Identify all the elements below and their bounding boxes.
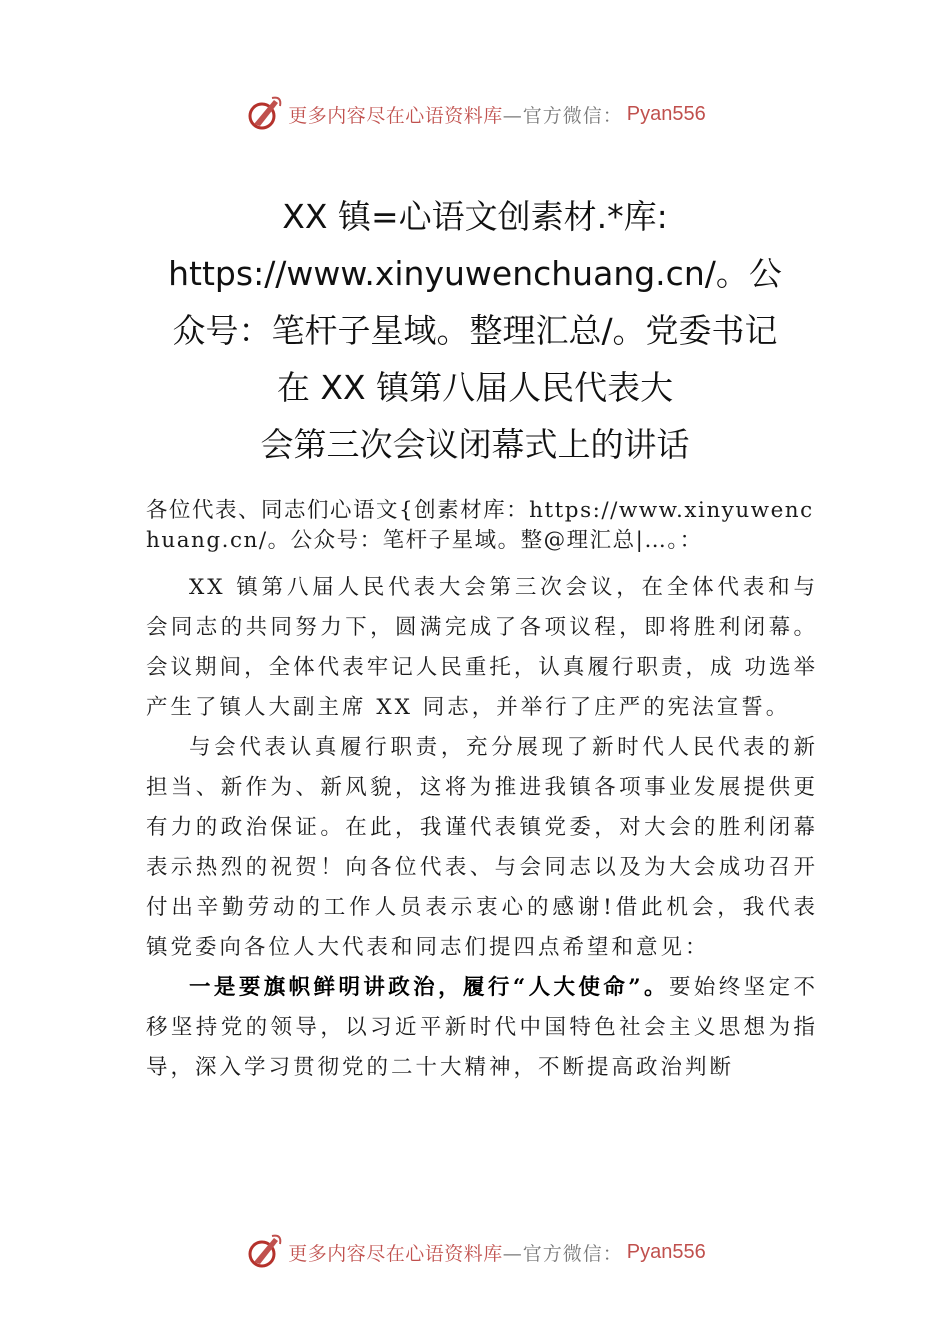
title-line: 在 XX 镇第八届人民代表大 (276, 368, 674, 407)
header-banner (0, 92, 950, 136)
banner-text: 更多内容尽在心语资料库 (288, 1242, 503, 1265)
document-body (146, 496, 818, 1088)
title-line: https://www.xinyuwenchuang.cn/。公 (168, 254, 782, 293)
banner-separator: —官方微信： (502, 1242, 623, 1265)
title-line: XX 镇=心语文创素材.*库: (282, 197, 668, 236)
quill-seal-logo-icon (244, 94, 284, 134)
title-line: 众号：笔杆子星域。整理汇总/。党委书记 (172, 311, 778, 350)
paragraph: XX 镇第八届人民代表大会第三次会议，在全体代表和与会同志的共同努力下，圆满完成了各项议程，即将胜利闭幕。会议期间，全体代表牢记人民重托，认真履行职责，成 功选举产生了镇人大副主席 XX 同志，并举行了庄严的宪法宣誓。 (146, 575, 818, 720)
quill-seal-logo-icon (244, 1232, 284, 1272)
paragraph: 与会代表认真履行职责，充分展现了新时代人民代表的新担当、新作为、新风貌，这将为推进我镇各项事业发展提供更有力的政治保证。在此，我谨代表镇党委，对大会的胜利闭幕表示热烈的祝贺！向各位代表、与会同志以及为大会成功召开付出辛勤劳动的工作人员表示衷心的感谢!借此机会，我代表镇党委向各位人大代表和同志们提四点希望和意见： (146, 735, 818, 960)
banner-text: 更多内容尽在心语资料库 (288, 104, 503, 127)
footer-banner (0, 1230, 950, 1274)
banner-wechat-id: Pyan556 (626, 1240, 706, 1263)
title-line: 会第三次会议闭幕式上的讲话 (260, 425, 690, 464)
paragraph-text: 要始终坚定不移坚持党的领导，以习近平新时代中国特色社会主义思想为指导，深入学习贯彻党的二十大精神，不断提高政治判断 (146, 975, 818, 1080)
paragraph-heading: 一是要旗帜鲜明讲政治，履行“人大使命”。 (189, 975, 669, 1000)
banner-separator: —官方微信： (502, 104, 623, 127)
banner-wechat-id: Pyan556 (626, 102, 706, 125)
paragraph (146, 968, 818, 1088)
salutation: 各位代表、同志们心语文{创素材库：https://www.xinyuwenchuang.cn/。公众号：笔杆子星域。整@理汇总|…。： (146, 498, 814, 553)
document-title (100, 188, 850, 473)
